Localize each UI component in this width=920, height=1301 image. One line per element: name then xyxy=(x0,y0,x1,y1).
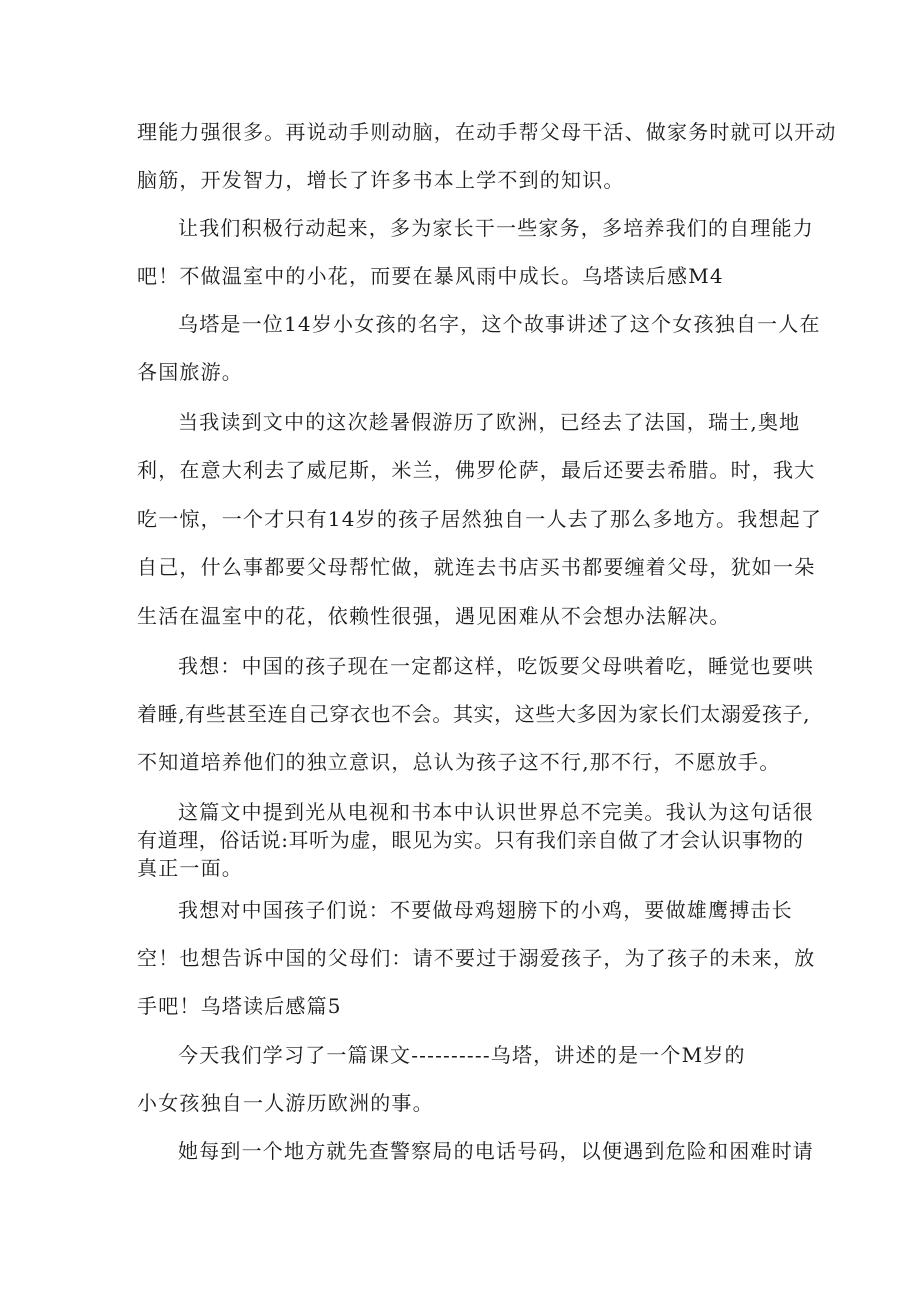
text-line: 这篇文中提到光从电视和书本中认识世界总不完美。我认为这句话很 xyxy=(178,800,814,824)
text-line: 利，在意大利去了威尼斯，米兰，佛罗伦萨，最后还要去希腊。时，我大 xyxy=(137,458,816,482)
text-line: 吃一惊，一个才只有14岁的孩子居然独自一人去了那么多地方。我想起了 xyxy=(137,507,823,531)
text-line: 各国旅游。 xyxy=(137,360,243,384)
text-line: 当我读到文中的这次趁暑假游历了欧洲，已经去了法国，瑞士,奥地 xyxy=(178,410,801,434)
text-line: 理能力强很多。再说动手则动脑，在动手帮父母干活、做家务时就可以开动 xyxy=(137,120,837,144)
text-line: 脑筋，开发智力，增长了许多书本上学不到的知识。 xyxy=(137,168,625,192)
text-line: 手吧！乌塔读后感篇5 xyxy=(137,994,342,1018)
text-line: 真正一面。 xyxy=(137,856,243,880)
text-line: 有道理，俗话说:耳听为虚，眼见为实。只有我们亲自做了才会认识事物的 xyxy=(137,828,804,852)
text-line: 自己，什么事都要父母帮忙做，就连去书店买书都要缠着父母，犹如一朵 xyxy=(137,555,816,579)
text-line: 着睡,有些甚至连自己穿衣也不会。其实，这些大多因为家长们太溺爱孩子, xyxy=(137,702,811,726)
text-line: 今天我们学习了一篇课文----------乌塔，讲述的是一个M岁的 xyxy=(178,1043,746,1067)
text-line: 空！也想告诉中国的父母们：请不要过于溺爱孩子，为了孩子的未来，放 xyxy=(137,946,816,970)
text-line: 乌塔是一位14岁小女孩的名字，这个故事讲述了这个女孩独自一人在 xyxy=(178,312,821,336)
text-line: 让我们积极行动起来，多为家长干一些家务，多培养我们的自理能力 xyxy=(178,216,814,240)
text-line: 小女孩独自一人游历欧洲的事。 xyxy=(137,1091,434,1115)
text-line: 她每到一个地方就先查警察局的电话号码，以便遇到危险和困难时请 xyxy=(178,1139,814,1163)
text-line: 生活在温室中的花，依赖性很强，遇见困难从不会想办法解决。 xyxy=(137,604,731,628)
text-line: 我想对中国孩子们说：不要做母鸡翅膀下的小鸡，要做雄鹰搏击长 xyxy=(178,898,793,922)
text-line: 不知道培养他们的独立意识，总认为孩子这不行,那不行，不愿放手。 xyxy=(137,750,781,774)
text-line: 我想：中国的孩子现在一定都这样，吃饭要父母哄着吃，睡觉也要哄 xyxy=(178,654,814,678)
text-line: 吧！不做温室中的小花，而要在暴风雨中成长。乌塔读后感M4 xyxy=(137,264,724,288)
